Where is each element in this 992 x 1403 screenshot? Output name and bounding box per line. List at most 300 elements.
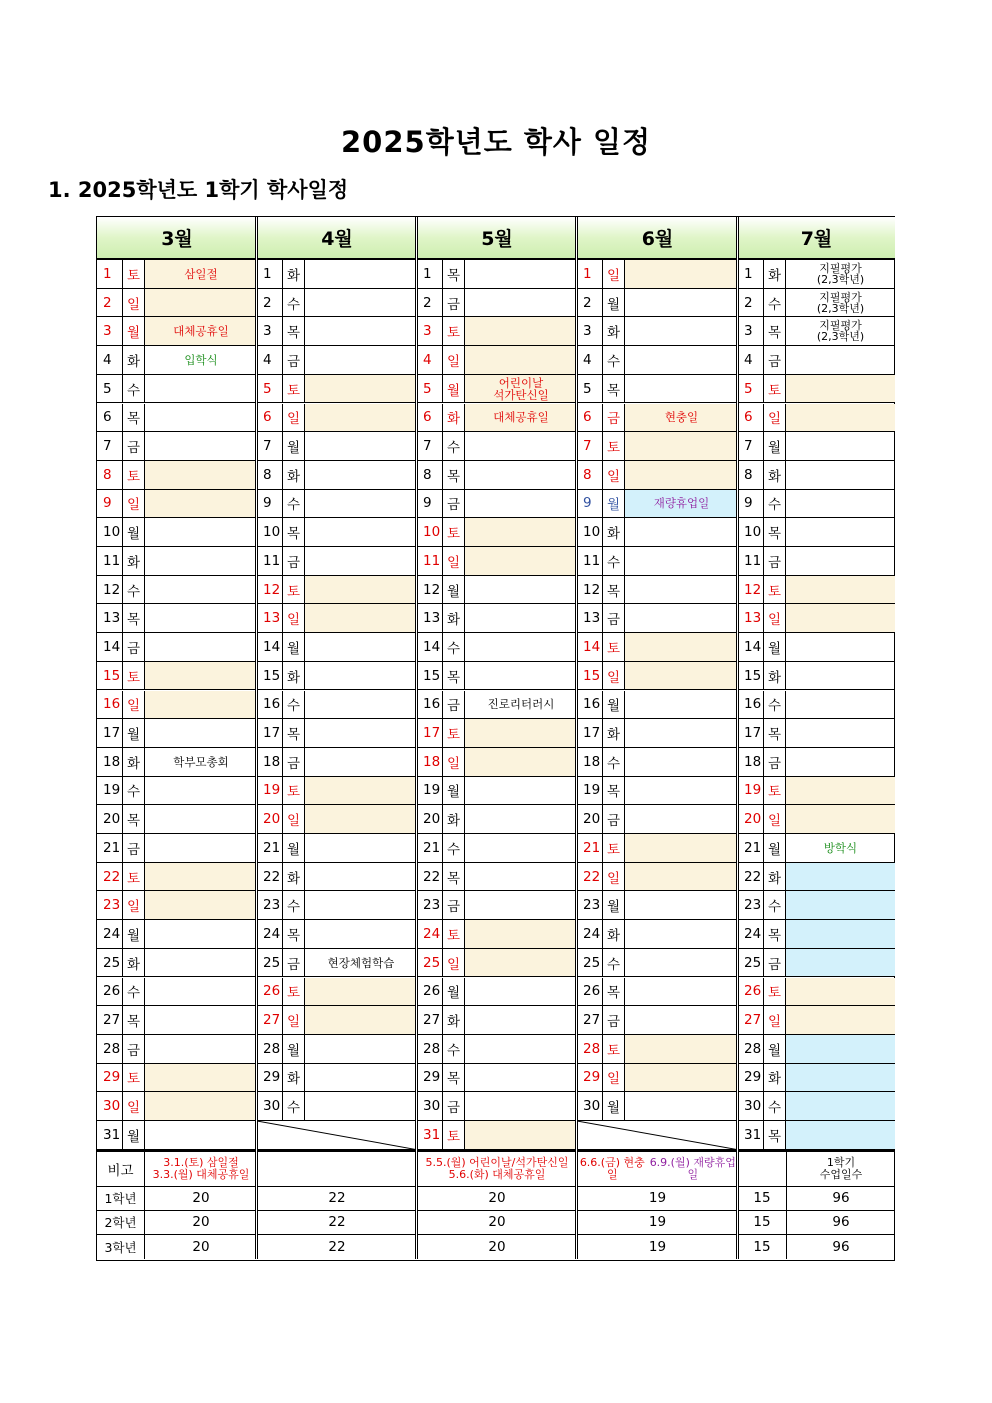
day-number[interactable]: 4 [423, 351, 432, 368]
weekday[interactable]: 목 [763, 1121, 786, 1149]
day-number[interactable]: 17 [263, 725, 281, 742]
day-event[interactable]: 진로리터러시 [487, 697, 555, 712]
day-event[interactable] [145, 375, 257, 403]
day-row[interactable] [417, 547, 577, 576]
day-number[interactable]: 15 [103, 667, 121, 684]
day-number[interactable]: 13 [744, 610, 762, 627]
month-header[interactable]: 6월 [577, 217, 738, 260]
weekday[interactable]: 토 [282, 777, 305, 805]
day-number[interactable]: 1 [263, 265, 272, 282]
day-event[interactable] [625, 432, 738, 460]
day-event[interactable]: 지필평가 (2,3학년) [816, 319, 865, 344]
day-number[interactable]: 11 [583, 552, 601, 569]
grade-label[interactable]: 1학년 [97, 1187, 145, 1210]
day-event[interactable] [465, 719, 577, 747]
day-row[interactable] [577, 891, 738, 920]
day-row[interactable] [417, 1064, 577, 1093]
weekday[interactable]: 월 [602, 289, 625, 317]
day-event[interactable] [305, 777, 417, 805]
day-number[interactable]: 24 [103, 925, 121, 942]
day-row[interactable] [577, 604, 738, 633]
day-row[interactable] [417, 949, 577, 978]
weekday[interactable]: 금 [602, 1006, 625, 1034]
day-number[interactable]: 26 [583, 983, 601, 1000]
day-event[interactable]: 학부모총회 [173, 754, 229, 769]
day-event[interactable] [786, 949, 895, 977]
day-number[interactable]: 9 [744, 495, 753, 512]
weekday[interactable]: 목 [602, 576, 625, 604]
weekday[interactable]: 금 [442, 1092, 465, 1120]
day-number[interactable]: 28 [423, 1040, 441, 1057]
day-row[interactable] [577, 662, 738, 691]
day-row[interactable] [577, 317, 738, 346]
weekday[interactable]: 금 [763, 547, 786, 575]
day-event[interactable]: 삼일절 [145, 260, 257, 288]
weekday[interactable]: 월 [763, 834, 786, 862]
weekday[interactable]: 일 [122, 1092, 145, 1120]
day-number[interactable]: 4 [744, 351, 753, 368]
weekday[interactable]: 월 [442, 375, 465, 403]
day-number[interactable]: 27 [103, 1012, 121, 1029]
day-number[interactable]: 26 [103, 983, 121, 1000]
weekday[interactable]: 토 [763, 777, 786, 805]
grade-value[interactable]: 20 [192, 1214, 210, 1231]
day-row[interactable] [257, 547, 417, 576]
day-row[interactable] [257, 432, 417, 461]
day-event[interactable] [786, 604, 895, 632]
day-event[interactable] [145, 1064, 257, 1092]
day-event[interactable] [625, 805, 738, 833]
day-event[interactable] [786, 891, 895, 919]
weekday[interactable]: 화 [122, 949, 145, 977]
day-row[interactable] [257, 317, 417, 346]
day-row[interactable] [738, 260, 895, 289]
day-number[interactable]: 1 [583, 265, 592, 282]
day-row[interactable] [97, 1121, 257, 1150]
weekday[interactable]: 일 [763, 1006, 786, 1034]
day-number[interactable]: 5 [263, 380, 272, 397]
day-event[interactable] [145, 949, 257, 977]
day-number[interactable]: 10 [583, 524, 601, 541]
day-number[interactable]: 30 [583, 1098, 601, 1115]
day-number[interactable]: 6 [263, 409, 272, 426]
day-event[interactable] [305, 748, 417, 776]
day-row[interactable] [257, 1064, 417, 1093]
weekday[interactable]: 월 [602, 1092, 625, 1120]
day-number[interactable]: 25 [744, 954, 762, 971]
day-number[interactable]: 28 [103, 1040, 121, 1057]
grade-value[interactable]: 22 [328, 1190, 346, 1207]
day-row[interactable] [97, 317, 257, 346]
day-event[interactable] [625, 289, 738, 317]
day-event[interactable] [465, 432, 577, 460]
day-number[interactable]: 27 [423, 1012, 441, 1029]
day-number[interactable]: 23 [423, 897, 441, 914]
day-number[interactable]: 29 [423, 1069, 441, 1086]
day-row[interactable] [97, 289, 257, 318]
day-row[interactable] [577, 518, 738, 547]
day-event[interactable] [305, 260, 417, 288]
day-number[interactable]: 25 [103, 954, 121, 971]
day-number[interactable]: 20 [423, 811, 441, 828]
day-event[interactable] [786, 518, 895, 546]
day-number[interactable]: 11 [744, 552, 762, 569]
day-event[interactable] [625, 662, 738, 690]
day-row[interactable] [577, 949, 738, 978]
day-event[interactable] [465, 289, 577, 317]
day-event[interactable] [786, 1035, 895, 1063]
day-row[interactable] [97, 1006, 257, 1035]
weekday[interactable]: 금 [122, 633, 145, 661]
day-row[interactable] [738, 891, 895, 920]
day-event[interactable] [465, 490, 577, 518]
day-number[interactable]: 20 [103, 811, 121, 828]
day-row[interactable] [257, 920, 417, 949]
day-event[interactable] [786, 920, 895, 948]
day-row[interactable] [257, 1035, 417, 1064]
day-event[interactable] [145, 461, 257, 489]
day-event[interactable] [465, 1035, 577, 1063]
day-event[interactable] [625, 1064, 738, 1092]
day-number[interactable]: 21 [744, 839, 762, 856]
day-row[interactable] [738, 604, 895, 633]
day-row[interactable] [417, 289, 577, 318]
day-number[interactable]: 7 [744, 438, 753, 455]
day-number[interactable]: 29 [103, 1069, 121, 1086]
day-row[interactable] [417, 891, 577, 920]
day-row[interactable] [97, 1035, 257, 1064]
weekday[interactable]: 목 [282, 317, 305, 345]
day-event[interactable] [786, 404, 895, 432]
day-event[interactable] [786, 547, 895, 575]
month-header[interactable]: 7월 [738, 217, 895, 260]
weekday[interactable]: 월 [122, 920, 145, 948]
day-row[interactable] [97, 920, 257, 949]
day-number[interactable]: 29 [583, 1069, 601, 1086]
month-separator[interactable] [255, 217, 258, 1259]
day-row[interactable] [738, 691, 895, 720]
day-row[interactable] [577, 289, 738, 318]
day-row[interactable] [738, 1035, 895, 1064]
weekday[interactable]: 월 [442, 576, 465, 604]
day-row[interactable] [738, 490, 895, 519]
day-event[interactable]: 지필평가 (2,3학년) [816, 290, 865, 315]
day-row[interactable] [417, 518, 577, 547]
total-days-label[interactable]: 1학기 수업일수 [786, 1152, 895, 1186]
day-number[interactable]: 1 [744, 265, 753, 282]
weekday[interactable]: 화 [763, 662, 786, 690]
day-number[interactable]: 18 [744, 753, 762, 770]
day-event[interactable] [305, 576, 417, 604]
day-row[interactable] [97, 518, 257, 547]
day-event[interactable] [145, 920, 257, 948]
day-row[interactable] [97, 748, 257, 777]
day-row[interactable] [257, 777, 417, 806]
weekday[interactable]: 수 [442, 1035, 465, 1063]
day-number[interactable]: 29 [263, 1069, 281, 1086]
day-row[interactable] [97, 691, 257, 720]
day-row[interactable] [417, 317, 577, 346]
day-number[interactable]: 3 [263, 323, 272, 340]
weekday[interactable]: 월 [442, 777, 465, 805]
day-number[interactable]: 31 [744, 1126, 762, 1143]
day-event[interactable] [145, 834, 257, 862]
day-row[interactable] [738, 432, 895, 461]
day-number[interactable]: 16 [744, 696, 762, 713]
weekday[interactable]: 수 [763, 1092, 786, 1120]
day-number[interactable]: 22 [423, 868, 441, 885]
day-number[interactable]: 18 [423, 753, 441, 770]
day-row[interactable] [738, 1006, 895, 1035]
day-row[interactable] [417, 346, 577, 375]
day-event[interactable] [625, 604, 738, 632]
day-number[interactable]: 12 [263, 581, 281, 598]
day-row[interactable] [577, 1035, 738, 1064]
day-event[interactable]: 현장체험학습 [327, 955, 395, 970]
weekday[interactable]: 수 [282, 490, 305, 518]
day-row[interactable] [257, 633, 417, 662]
day-number[interactable]: 2 [103, 294, 112, 311]
weekday[interactable]: 금 [763, 346, 786, 374]
weekday[interactable]: 수 [602, 748, 625, 776]
day-row[interactable] [738, 748, 895, 777]
day-event[interactable]: 대체공휴일 [145, 317, 257, 345]
weekday[interactable]: 일 [763, 604, 786, 632]
day-row[interactable] [577, 1064, 738, 1093]
day-event[interactable] [625, 748, 738, 776]
weekday[interactable]: 목 [282, 719, 305, 747]
grade-value[interactable]: 15 [753, 1190, 771, 1207]
day-event[interactable] [625, 834, 738, 862]
day-number[interactable]: 11 [103, 552, 121, 569]
weekday[interactable]: 일 [122, 289, 145, 317]
day-row[interactable] [577, 346, 738, 375]
day-event[interactable]: 방학식 [823, 840, 858, 855]
grade-total[interactable]: 96 [786, 1235, 895, 1259]
grade-label[interactable]: 2학년 [97, 1211, 145, 1234]
day-number[interactable]: 5 [103, 380, 112, 397]
day-event[interactable] [305, 317, 417, 345]
day-row[interactable] [417, 1121, 577, 1150]
day-event[interactable] [786, 576, 895, 604]
day-event[interactable] [145, 289, 257, 317]
day-event[interactable] [145, 863, 257, 891]
day-event[interactable] [145, 576, 257, 604]
day-number[interactable]: 12 [103, 581, 121, 598]
day-row[interactable] [97, 777, 257, 806]
weekday[interactable]: 화 [282, 1064, 305, 1092]
weekday[interactable]: 목 [602, 777, 625, 805]
day-event[interactable]: 현충일 [625, 404, 738, 432]
day-number[interactable]: 10 [423, 524, 441, 541]
day-number[interactable]: 2 [744, 294, 753, 311]
weekday[interactable]: 일 [122, 691, 145, 719]
day-event[interactable] [786, 346, 895, 374]
day-number[interactable]: 25 [423, 954, 441, 971]
day-number[interactable]: 17 [744, 725, 762, 742]
weekday[interactable]: 목 [763, 719, 786, 747]
weekday[interactable]: 월 [763, 633, 786, 661]
weekday[interactable]: 월 [282, 834, 305, 862]
day-event[interactable] [305, 719, 417, 747]
day-row[interactable] [257, 289, 417, 318]
weekday[interactable]: 월 [122, 317, 145, 345]
day-event[interactable] [305, 461, 417, 489]
day-event[interactable] [465, 547, 577, 575]
day-number[interactable]: 24 [583, 925, 601, 942]
weekday[interactable]: 화 [602, 518, 625, 546]
day-number[interactable]: 13 [103, 610, 121, 627]
day-row[interactable] [97, 633, 257, 662]
day-row[interactable] [257, 404, 417, 433]
day-number[interactable]: 23 [103, 897, 121, 914]
day-row[interactable] [577, 547, 738, 576]
weekday[interactable]: 금 [602, 805, 625, 833]
day-row[interactable] [417, 490, 577, 519]
weekday[interactable]: 금 [763, 949, 786, 977]
day-number[interactable]: 27 [263, 1012, 281, 1029]
day-row[interactable] [577, 375, 738, 404]
weekday[interactable]: 화 [602, 317, 625, 345]
day-event[interactable] [145, 1035, 257, 1063]
day-number[interactable]: 6 [583, 409, 592, 426]
day-row[interactable] [738, 863, 895, 892]
day-number[interactable]: 25 [263, 954, 281, 971]
day-event[interactable] [786, 461, 895, 489]
day-number[interactable]: 16 [423, 696, 441, 713]
weekday[interactable]: 일 [602, 1064, 625, 1092]
weekday[interactable]: 토 [602, 432, 625, 460]
day-row[interactable] [738, 1064, 895, 1093]
day-row[interactable] [257, 461, 417, 490]
day-row[interactable] [257, 346, 417, 375]
day-number[interactable]: 5 [583, 380, 592, 397]
day-number[interactable]: 29 [744, 1069, 762, 1086]
weekday[interactable]: 목 [282, 518, 305, 546]
day-row[interactable] [257, 518, 417, 547]
weekday[interactable]: 금 [122, 1035, 145, 1063]
day-number[interactable]: 11 [263, 552, 281, 569]
day-row[interactable] [577, 863, 738, 892]
day-number[interactable]: 24 [263, 925, 281, 942]
weekday[interactable]: 수 [282, 891, 305, 919]
day-row[interactable] [577, 1006, 738, 1035]
weekday[interactable]: 토 [282, 978, 305, 1006]
day-row[interactable] [97, 547, 257, 576]
day-number[interactable]: 25 [583, 954, 601, 971]
notes-m4[interactable] [257, 1152, 417, 1186]
day-row[interactable] [577, 805, 738, 834]
day-number[interactable]: 21 [423, 839, 441, 856]
day-number[interactable]: 28 [263, 1040, 281, 1057]
day-number[interactable]: 15 [583, 667, 601, 684]
day-row[interactable] [577, 1121, 738, 1150]
day-row[interactable] [97, 891, 257, 920]
day-number[interactable]: 22 [583, 868, 601, 885]
day-event[interactable] [145, 633, 257, 661]
day-number[interactable]: 19 [423, 782, 441, 799]
grade-value[interactable]: 19 [648, 1214, 667, 1231]
day-number[interactable]: 2 [583, 294, 592, 311]
notes-row[interactable] [97, 1150, 894, 1187]
day-event[interactable] [145, 719, 257, 747]
day-number[interactable]: 20 [583, 811, 601, 828]
weekday[interactable]: 목 [122, 805, 145, 833]
day-row[interactable] [738, 834, 895, 863]
day-number[interactable]: 5 [423, 380, 432, 397]
day-number[interactable]: 19 [263, 782, 281, 799]
day-row[interactable] [577, 920, 738, 949]
day-event[interactable] [625, 461, 738, 489]
weekday[interactable]: 목 [122, 1006, 145, 1034]
day-event[interactable] [625, 547, 738, 575]
day-event[interactable] [625, 1035, 738, 1063]
day-number[interactable]: 24 [744, 925, 762, 942]
day-row[interactable] [577, 748, 738, 777]
day-row[interactable] [257, 805, 417, 834]
day-number[interactable]: 4 [583, 351, 592, 368]
weekday[interactable]: 목 [442, 1064, 465, 1092]
day-event[interactable] [145, 1006, 257, 1034]
grade-value[interactable]: 15 [753, 1214, 771, 1231]
day-number[interactable]: 8 [423, 466, 432, 483]
weekday[interactable]: 화 [602, 920, 625, 948]
day-number[interactable]: 8 [744, 466, 753, 483]
weekday[interactable]: 일 [442, 346, 465, 374]
notes-m5[interactable]: 5.5.(월) 어린이날/석가탄신일 5.6.(화) 대체공휴일 [425, 1155, 569, 1181]
weekday[interactable]: 화 [442, 404, 465, 432]
weekday[interactable]: 월 [282, 633, 305, 661]
weekday[interactable]: 토 [602, 1035, 625, 1063]
weekday[interactable]: 금 [282, 346, 305, 374]
day-row[interactable] [577, 260, 738, 289]
day-row[interactable] [738, 346, 895, 375]
day-number[interactable]: 7 [583, 438, 592, 455]
weekday[interactable]: 월 [602, 490, 625, 518]
day-event[interactable] [145, 518, 257, 546]
weekday[interactable]: 토 [122, 461, 145, 489]
day-event[interactable] [786, 777, 895, 805]
day-event[interactable] [625, 691, 738, 719]
day-number[interactable]: 17 [103, 725, 121, 742]
weekday[interactable]: 수 [442, 834, 465, 862]
weekday[interactable]: 목 [763, 920, 786, 948]
grade-total[interactable]: 96 [786, 1187, 895, 1210]
day-row[interactable] [417, 662, 577, 691]
weekday[interactable]: 금 [763, 748, 786, 776]
day-row[interactable] [417, 1035, 577, 1064]
day-event[interactable] [465, 604, 577, 632]
grade-row[interactable] [97, 1235, 894, 1259]
weekday[interactable]: 일 [602, 461, 625, 489]
day-number[interactable]: 9 [103, 495, 112, 512]
day-number[interactable]: 21 [263, 839, 281, 856]
day-row[interactable] [97, 805, 257, 834]
day-number[interactable]: 30 [103, 1098, 121, 1115]
day-row[interactable] [738, 547, 895, 576]
day-row[interactable] [257, 691, 417, 720]
day-number[interactable]: 14 [744, 638, 762, 655]
day-event[interactable] [145, 547, 257, 575]
grade-row[interactable] [97, 1211, 894, 1235]
day-row[interactable] [257, 576, 417, 605]
day-event[interactable] [786, 805, 895, 833]
weekday[interactable]: 토 [442, 518, 465, 546]
weekday[interactable]: 월 [122, 1121, 145, 1149]
day-number[interactable]: 18 [583, 753, 601, 770]
day-row[interactable] [738, 978, 895, 1007]
day-event[interactable] [786, 748, 895, 776]
